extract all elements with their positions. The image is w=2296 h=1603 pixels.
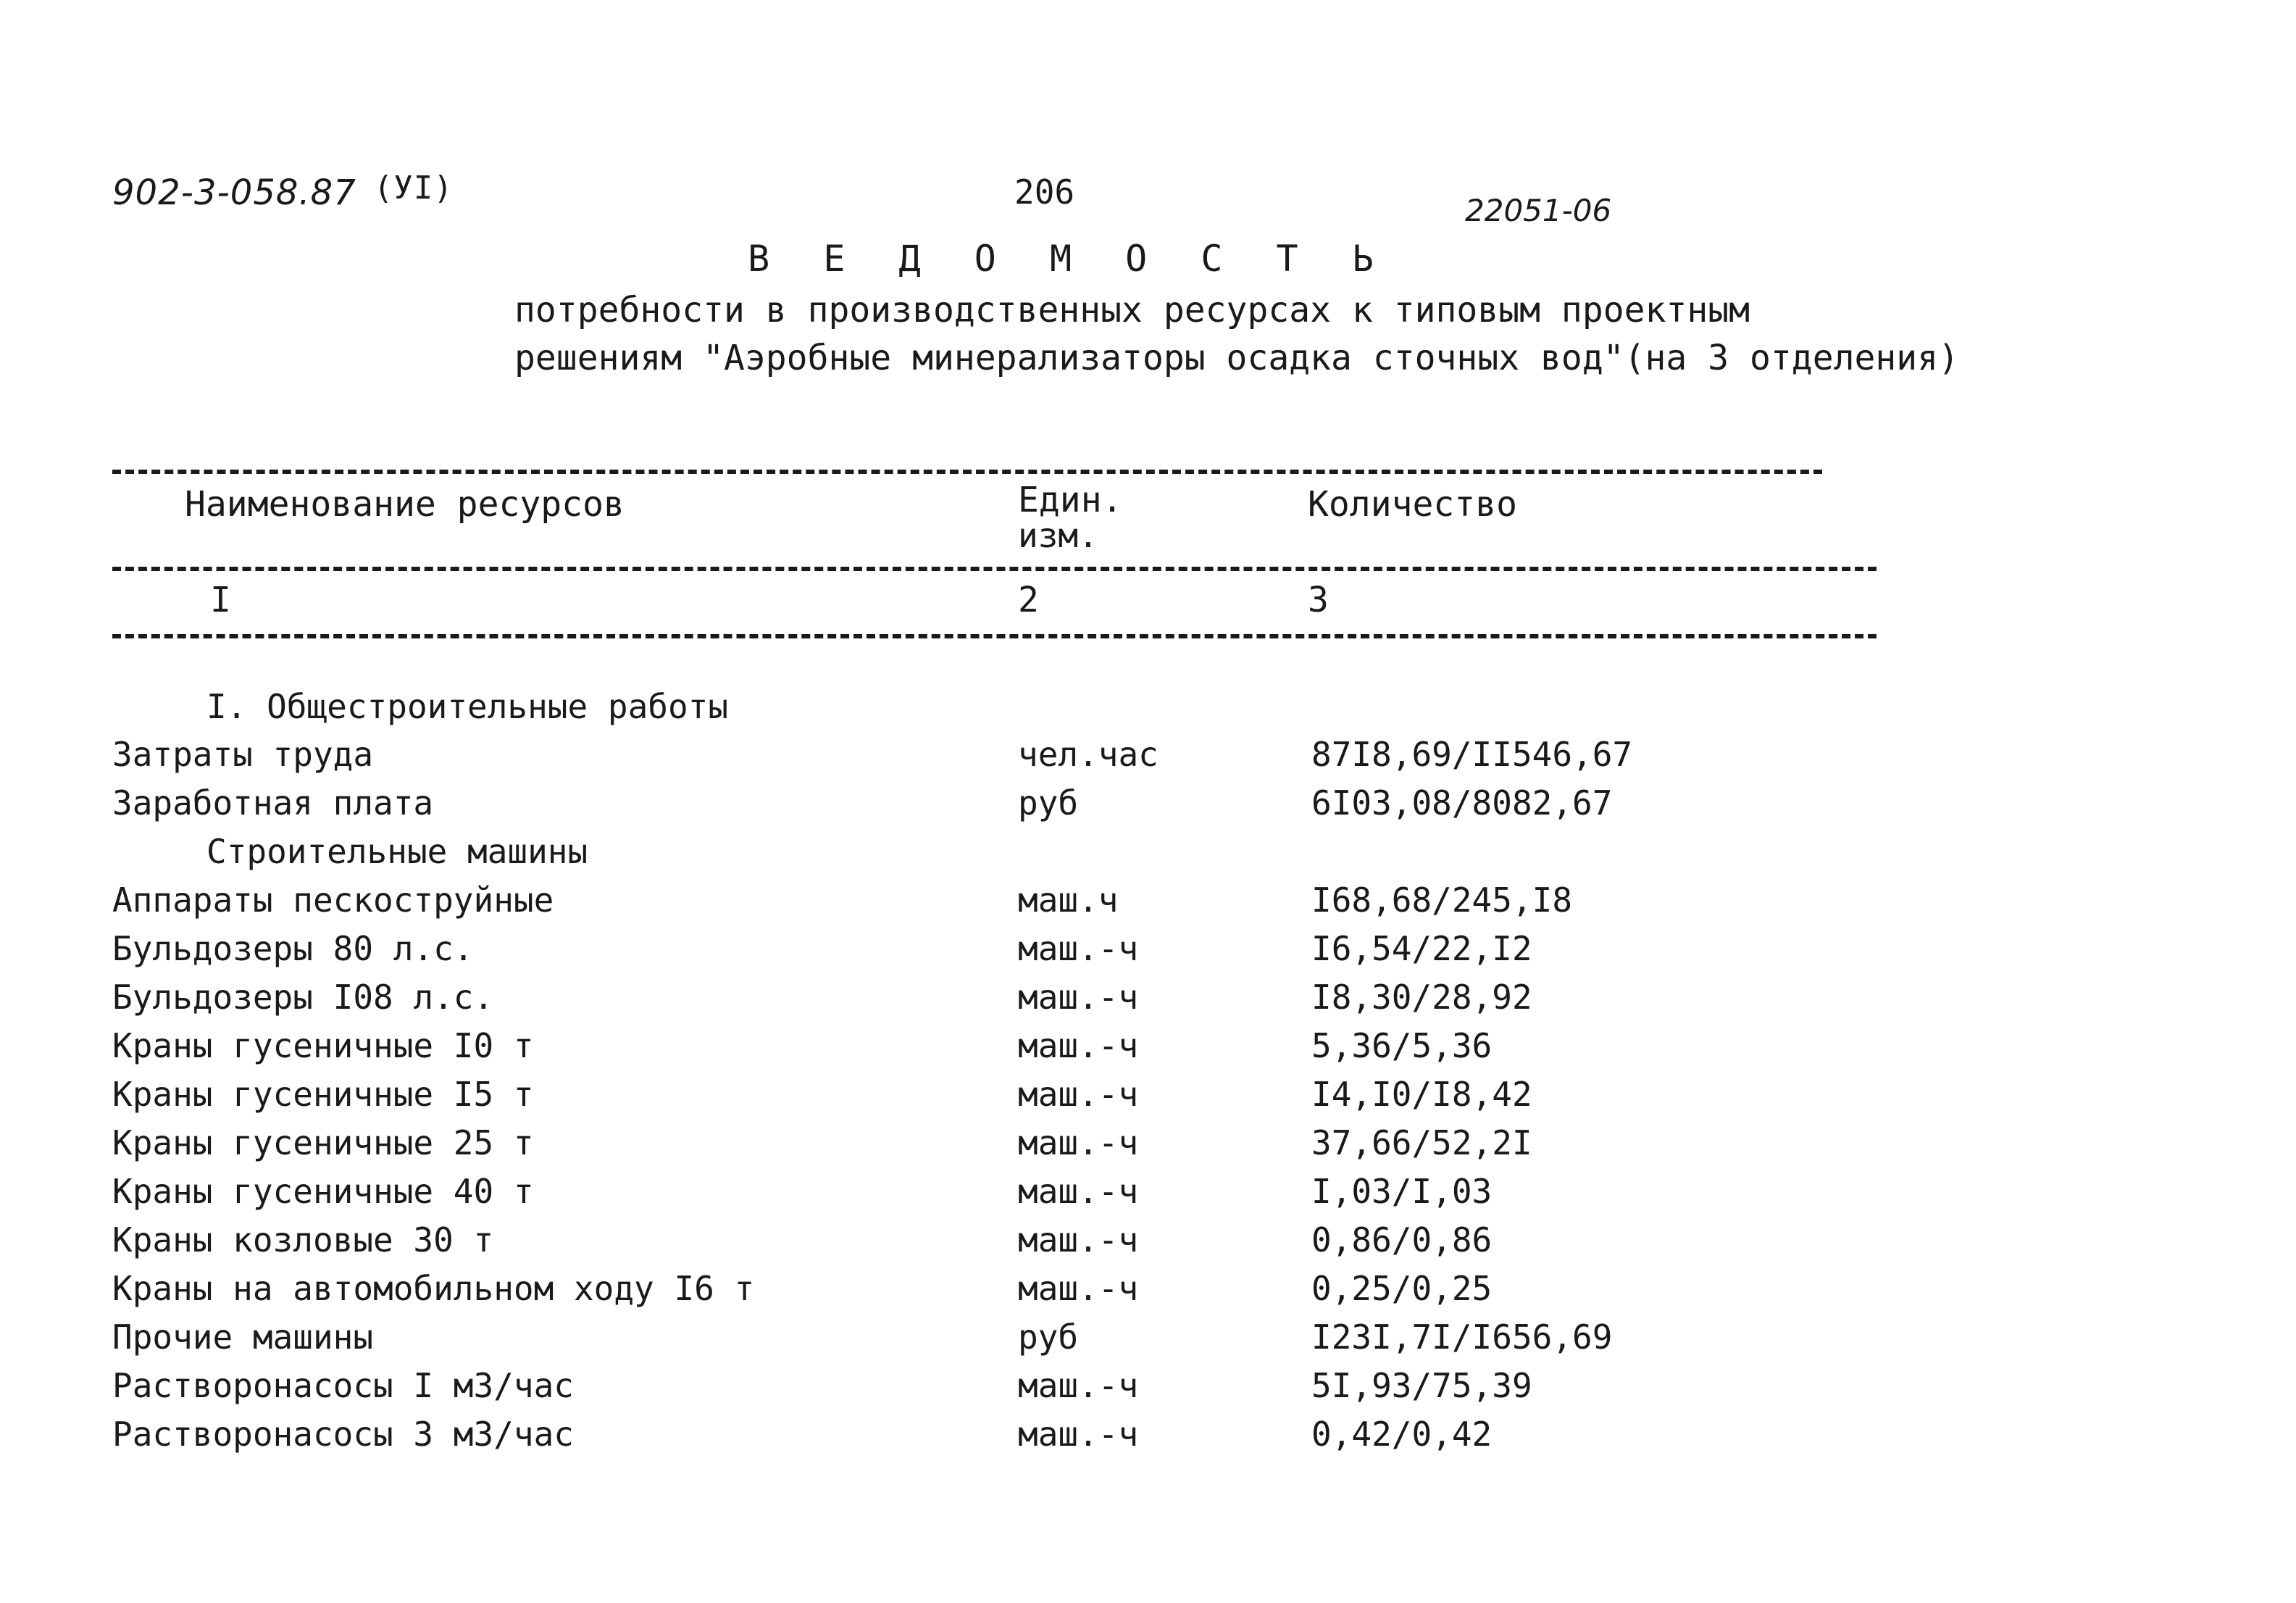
column-number-2: 2 xyxy=(1018,580,1039,620)
resource-name: Краны козловые 30 т xyxy=(112,1220,494,1260)
quantity: 0,86/0,86 xyxy=(1311,1220,1493,1260)
quantity: 5,36/5,36 xyxy=(1311,1026,1493,1065)
table-row xyxy=(0,1075,2296,1123)
unit: маш.-ч xyxy=(1018,1026,1139,1065)
column-numbers-bottom-rule xyxy=(112,634,1877,638)
header-unit-line1: Един. xyxy=(1018,480,1123,520)
resource-name: Строительные машины xyxy=(206,832,588,871)
header-unit-line2: изм. xyxy=(1018,516,1098,555)
table-row xyxy=(0,735,2296,783)
table-row xyxy=(0,1366,2296,1415)
unit: маш.ч xyxy=(1018,880,1119,920)
unit: чел.час xyxy=(1018,735,1159,774)
unit: маш.-ч xyxy=(1018,1366,1139,1405)
quantity: I6,54/22,I2 xyxy=(1311,929,1532,968)
unit: маш.-ч xyxy=(1018,1269,1139,1308)
unit: маш.-ч xyxy=(1018,929,1139,968)
quantity: 6I03,08/8082,67 xyxy=(1311,783,1613,823)
page-number: 206 xyxy=(1014,172,1075,212)
quantity: I23I,7I/I656,69 xyxy=(1311,1317,1613,1357)
unit: руб xyxy=(1018,783,1079,823)
document-code-text: 902-3-058.87 xyxy=(112,172,356,213)
column-number-3: 3 xyxy=(1308,580,1329,620)
subtitle-line-1: потребности в производственных ресурсах к типовым проектным xyxy=(514,290,1750,330)
table-row xyxy=(0,880,2296,929)
resource-name: Растворонасосы I м3/час xyxy=(112,1366,574,1405)
resource-name: Краны гусеничные I5 т xyxy=(112,1075,534,1114)
resource-name: Затраты труда xyxy=(112,735,374,774)
resource-name: Прочие машины xyxy=(112,1317,374,1357)
header-bottom-rule xyxy=(112,567,1877,571)
table-row xyxy=(0,1317,2296,1366)
table-row xyxy=(0,1415,2296,1463)
header-quantity: Количество xyxy=(1308,484,1517,525)
resource-name: Заработная плата xyxy=(112,783,434,823)
inventory-number: 22051-06 xyxy=(1465,193,1612,228)
unit: маш.-ч xyxy=(1018,978,1139,1017)
table-row xyxy=(0,978,2296,1026)
quantity: 5I,93/75,39 xyxy=(1311,1366,1532,1405)
table-row xyxy=(0,783,2296,832)
quantity: I,03/I,03 xyxy=(1311,1172,1493,1211)
unit: маш.-ч xyxy=(1018,1415,1139,1454)
table-row xyxy=(0,832,2296,880)
table-row xyxy=(0,1269,2296,1317)
document-code xyxy=(112,172,454,213)
quantity: 0,25/0,25 xyxy=(1311,1269,1493,1308)
header-resource-name: Наименование ресурсов xyxy=(185,484,625,525)
unit: маш.-ч xyxy=(1018,1172,1139,1211)
table-row xyxy=(0,929,2296,978)
resource-name: Растворонасосы 3 м3/час xyxy=(112,1415,574,1454)
resource-name: Краны гусеничные 40 т xyxy=(112,1172,534,1211)
quantity: 37,66/52,2I xyxy=(1311,1123,1532,1162)
table-top-rule xyxy=(112,470,1822,474)
quantity: 87I8,69/II546,67 xyxy=(1311,735,1633,774)
subtitle-line-2: решениям "Аэробные минерализаторы осадка сточных вод"(на 3 отделения) xyxy=(514,338,1959,378)
resource-name: Краны на автомобильном ходу I6 т xyxy=(112,1269,755,1308)
resource-name: Бульдозеры 80 л.с. xyxy=(112,929,474,968)
column-number-1: I xyxy=(210,580,231,620)
unit: маш.-ч xyxy=(1018,1220,1139,1260)
unit: маш.-ч xyxy=(1018,1123,1139,1162)
page-title: В Е Д О М О С Т Ь xyxy=(748,238,1390,280)
quantity: 0,42/0,42 xyxy=(1311,1415,1493,1454)
album-number: (УI) xyxy=(373,170,454,207)
quantity: I4,I0/I8,42 xyxy=(1311,1075,1532,1114)
resource-name: Краны гусеничные 25 т xyxy=(112,1123,534,1162)
quantity: I68,68/245,I8 xyxy=(1311,880,1573,920)
table-row xyxy=(0,1026,2296,1075)
table-row xyxy=(0,1123,2296,1172)
table-row xyxy=(0,1172,2296,1220)
section-title: I. Общестроительные работы xyxy=(206,687,729,726)
resource-name: Бульдозеры I08 л.с. xyxy=(112,978,494,1017)
unit: маш.-ч xyxy=(1018,1075,1139,1114)
table-row xyxy=(0,1220,2296,1269)
resource-name: Аппараты пескоструйные xyxy=(112,880,554,920)
resource-name: Краны гусеничные I0 т xyxy=(112,1026,534,1065)
unit: руб xyxy=(1018,1317,1079,1357)
quantity: I8,30/28,92 xyxy=(1311,978,1532,1017)
